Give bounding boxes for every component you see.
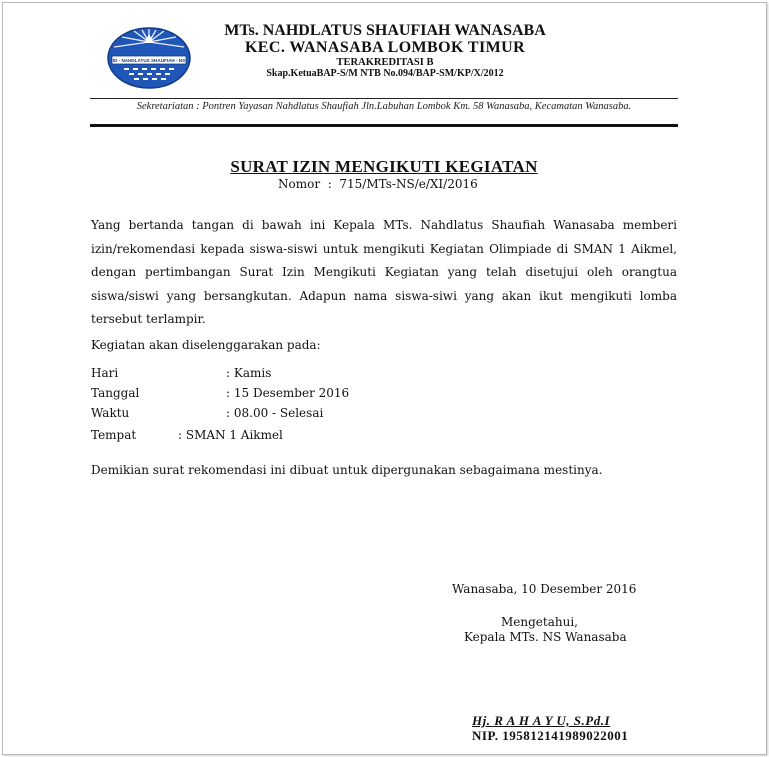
signature-place-date: Wanasaba, 10 Desember 2016 [452, 582, 637, 596]
school-logo-icon [106, 26, 192, 90]
letter-number: Nomor : 715/MTs-NS/e/XI/2016 [278, 177, 478, 191]
secretariat-address: Sekretariatan : Pontren Yayasan Nahdlatus Shaufiah Jln.Labuhan Lombok Km. 58 Wanasaba, Kecamatan Wanasaba. [136, 101, 632, 112]
district-name: KEC. WANASABA LOMBOK TIMUR [244, 39, 526, 56]
event-place-value: : SMAN 1 Aikmel [178, 428, 283, 442]
event-time-label: Waktu [91, 406, 130, 420]
accreditation-decree: Skap.KetuaBAP-S/M NTB No.094/BAP-SM/KP/X/2012 [266, 68, 504, 79]
signatory-name: Hj. R A H A Y U, S.Pd.I [472, 713, 611, 728]
event-date-label: Tanggal [91, 386, 140, 400]
event-intro: Kegiatan akan diselenggarakan pada: [91, 338, 321, 352]
event-date-value: : 15 Desember 2016 [226, 386, 350, 400]
letter-number-value: 715/MTs-NS/e/XI/2016 [339, 177, 478, 191]
signature-acknowledged: Mengetahui, [501, 615, 578, 629]
letter-number-label: Nomor [278, 177, 321, 191]
letter-body-paragraph: Yang bertanda tangan di bawah ini Kepala MTs. Nahdlatus Shaufiah Wanasaba memberi izin/rekomendasi kepada siswa-siswi untuk mengikuti Kegiatan Olimpiade di SMAN 1 Aikmel, dengan pertimbangan Surat Izin Mengikuti Kegiatan yang telah disetujui oleh orangtua siswa/siswi yang bersangkutan. Adapun nama siswa-siwi yang akan ikut mengikuti lomba tersebut terlampir. [91, 218, 677, 326]
header-divider-thin [90, 98, 678, 99]
school-name: MTs. NAHDLATUS SHAUFIAH WANASABA [224, 22, 546, 39]
event-day-label: Hari [91, 366, 119, 380]
closing-statement: Demikian surat rekomendasi ini dibuat untuk dipergunakan sebagaimana mestinya. [91, 463, 603, 477]
logo-banner-text: ID - NAHDLATUS SHAUFIAH - NS [112, 58, 186, 64]
signatory-nip: NIP. 195812141989022001 [472, 728, 629, 743]
event-day-value: : Kamis [226, 366, 272, 380]
event-time-value: : 08.00 - Selesai [226, 406, 324, 420]
header-divider-thick [90, 124, 678, 127]
signature-position: Kepala MTs. NS Wanasaba [464, 630, 627, 644]
accreditation: TERAKREDITASI B [336, 57, 434, 68]
letter-title: SURAT IZIN MENGIKUTI KEGIATAN [230, 157, 538, 176]
event-place-label: Tempat [91, 428, 137, 442]
